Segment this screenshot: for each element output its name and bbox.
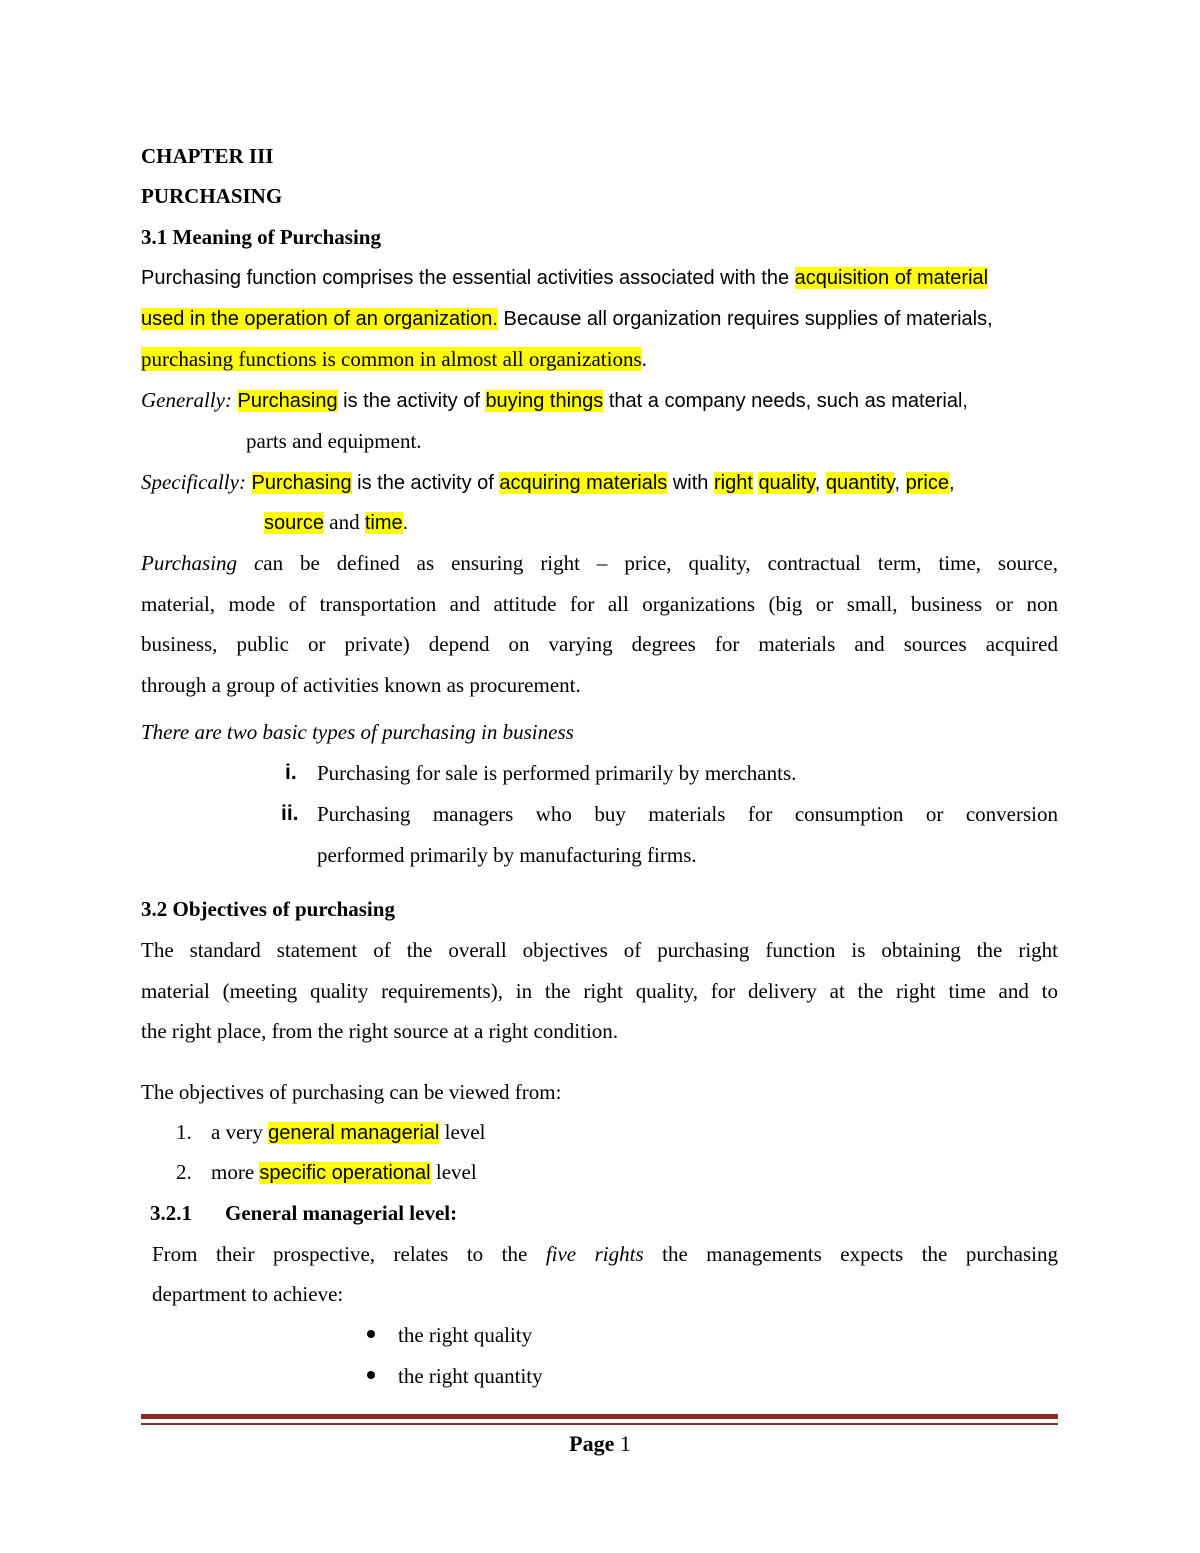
generally-line-2: parts and equipment. xyxy=(246,429,422,453)
footer-rule-thick xyxy=(141,1414,1058,1419)
objectives-line-1: The standard statement of the overall objectives of purchasing function is obtaining the right xyxy=(141,938,1058,962)
specifically-line-1: Specifically: Purchasing is the activity of acquiring materials with right quality, quantity, price, xyxy=(141,470,955,494)
section-3-1-heading: 3.1 Meaning of Purchasing xyxy=(141,225,381,249)
section-3-2-1-heading: General managerial level: xyxy=(225,1201,458,1225)
type-marker-1: i. xyxy=(285,761,297,784)
bullet-dot-2 xyxy=(367,1371,375,1379)
type-item-2-line-2: performed primarily by manufacturing firms. xyxy=(317,843,697,867)
types-intro: There are two basic types of purchasing in business xyxy=(141,720,574,744)
type-marker-2: ii. xyxy=(281,802,299,825)
section-3-2-heading: 3.2 Objectives of purchasing xyxy=(141,897,395,921)
general-level-line-2: department to achieve: xyxy=(152,1282,344,1306)
definition-line-3: business, public or private) depend on varying degrees for materials and sources acquired xyxy=(141,632,1058,656)
objectives-line-2: material (meeting quality requirements), in the right quality, for delivery at the right time and to xyxy=(141,979,1058,1003)
definition-line-1: Purchasing can be defined as ensuring right – price, quality, contractual term, time, source, xyxy=(141,551,1058,575)
objectives-line-3: the right place, from the right source at a right condition. xyxy=(141,1019,619,1043)
right-item-1: the right quality xyxy=(398,1323,533,1347)
generally-line-1: Generally: Purchasing is the activity of buying things that a company needs, such as material, xyxy=(141,388,968,412)
section-3-2-1-number: 3.2.1 xyxy=(150,1201,192,1225)
footer-rule-thin xyxy=(141,1423,1058,1425)
para-meaning-line-1: Purchasing function comprises the essential activities associated with the acquisition of material xyxy=(141,267,989,289)
right-item-2: the right quantity xyxy=(398,1364,543,1388)
chapter-label: CHAPTER III xyxy=(141,144,274,168)
page-number: Page 1 xyxy=(569,1431,631,1456)
para-meaning-line-2: used in the operation of an organization. Because all organization requires supplies of materials, xyxy=(141,308,993,330)
bullet-dot-1 xyxy=(367,1330,375,1338)
para-meaning-line-3: purchasing functions is common in almost all organizations. xyxy=(141,347,647,371)
level-item-1: a very general managerial level xyxy=(211,1120,486,1144)
type-item-2-line-1: Purchasing managers who buy materials for consumption or conversion xyxy=(317,802,1058,826)
type-item-1: Purchasing for sale is performed primarily by merchants. xyxy=(317,761,797,785)
general-level-line-1: From their prospective, relates to the five rights the managements expects the purchasing xyxy=(152,1242,1059,1266)
objectives-viewed: The objectives of purchasing can be viewed from: xyxy=(141,1080,562,1104)
definition-line-2: material, mode of transportation and attitude for all organizations (big or small, business or non xyxy=(141,592,1058,616)
specifically-line-2: source and time. xyxy=(264,510,409,534)
level-item-2: more specific operational level xyxy=(211,1160,477,1184)
level-number-2: 2. xyxy=(176,1160,192,1184)
chapter-title: PURCHASING xyxy=(141,184,283,208)
definition-line-4: through a group of activities known as procurement. xyxy=(141,673,581,697)
level-number-1: 1. xyxy=(176,1120,192,1144)
